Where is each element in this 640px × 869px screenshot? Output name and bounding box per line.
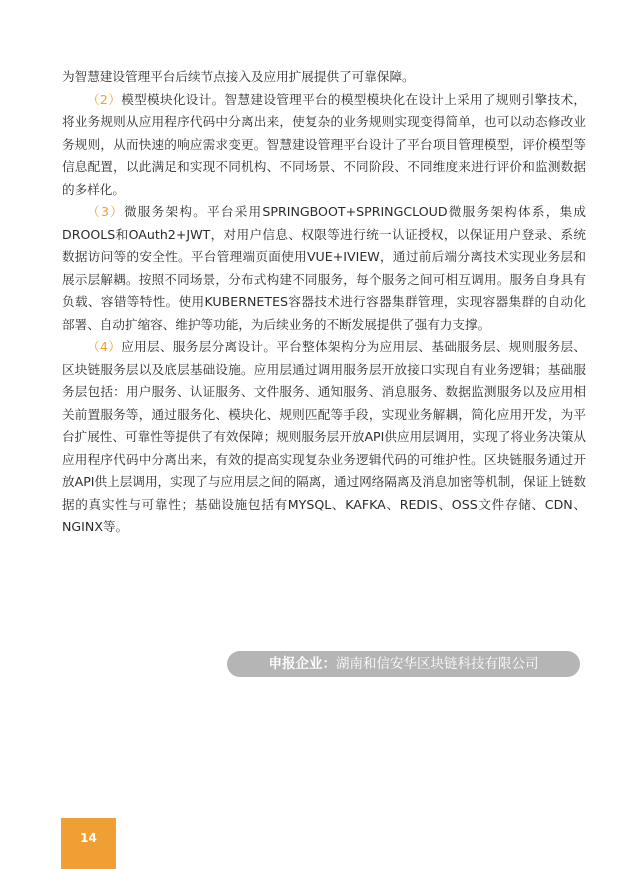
paragraph-continuation [62, 66, 586, 89]
paragraph-text: 模型模块化设计。智慧建设管理平台的模型模块化在设计上采用了规则引擎技术，将业务规则从应用程序代码中分离出来，使复杂的业务规则实现变得简单，也可以动态修改业务规则，从而快速的响应需求变更。智慧建设管理平台设计了平台项目管理模型，评价模型等信息配置，以此满足和实现不同机构、不同场景、不同阶段、不同维度来进行评价和监测数据的多样化。 [62, 91, 587, 197]
paragraph-text: 为智慧建设管理平台后续节点接入及应用扩展提供了可靠保障。 [62, 69, 415, 84]
paragraph-model-modularization [62, 89, 586, 202]
applicant-company-banner [227, 651, 580, 677]
paragraph-layer-separation [62, 336, 586, 539]
banner-label: 申报企业： [268, 656, 336, 672]
paragraph-number: （2） [87, 91, 122, 107]
paragraph-number: （3） [87, 204, 124, 219]
page-number: 14 [61, 818, 116, 869]
banner-company-name: 湖南和信安华区块链科技有限公司 [336, 656, 539, 672]
document-body [62, 66, 586, 539]
paragraph-text: 应用层、服务层分离设计。平台整体架构分为应用层、基础服务层、规则服务层、区块链服务层以及底层基础设施。应用层通过调用服务层开放接口实现自有业务逻辑；基础服务层包括：用户服务、认证服务、文件服务、通知服务、消息服务、数据监测服务以及应用相关前置服务等，通过服务化、模块化、规则匹配等手段，实现业务解耦，简化应用开发，为平台扩展性、可靠性等提供了有效保障；规则服务层开放API供应用层调用，实现了将业务决策从应用程序代码中分离出来，有效的提高实现复杂业务逻辑代码的可维护性。区块链服务通过开放API供上层调用，实现了与应用层之间的隔离，通过网络隔离及消息加密等机制，保证上链数据的真实性与可靠性；基础设施包括有MYSQL、KAFKA、REDIS、OSS文件存储、CDN、NGINX等。 [62, 339, 587, 534]
paragraph-microservice-architecture [62, 201, 586, 336]
paragraph-text: 微服务架构。平台采用SPRINGBOOT+SPRINGCLOUD微服务架构体系，集成DROOLS和OAuth2+JWT，对用户信息、权限等进行统一认证授权，以保证用户登录、系统数据访问等的安全性。平台管理端页面使用VUE+IVIEW，通过前后端分离技术实现业务层和展示层解耦。按照不同场景，分布式构建不同服务，每个服务之间可相互调用。服务自身具有负载、容错等特性。使用KUBERNETES容器技术进行容器集群管理，实现容器集群的自动化部署、自动扩缩容、维护等功能，为后续业务的不断发展提供了强有力支撑。 [62, 204, 586, 332]
paragraph-number: （4） [87, 339, 122, 354]
